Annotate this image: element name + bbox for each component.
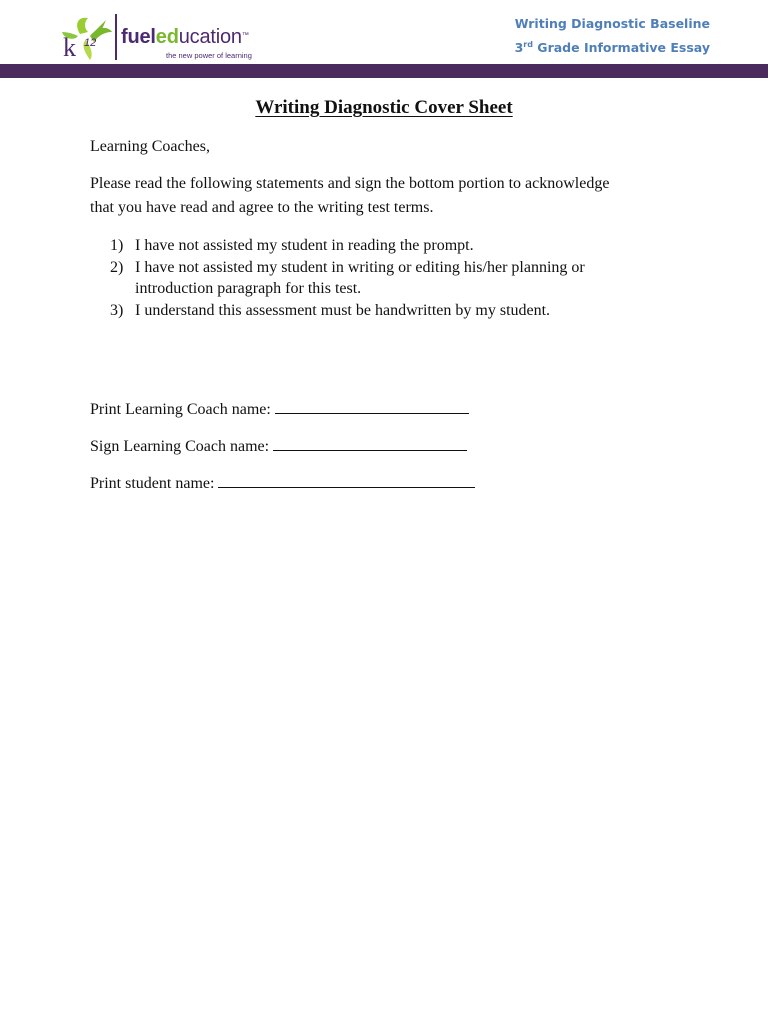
logo-tagline: the new power of learning bbox=[166, 51, 252, 60]
term-text-continued: introduction paragraph for this test. bbox=[135, 280, 362, 297]
sign-coach-name-field bbox=[90, 435, 467, 459]
intro-line: Please read the following statements and sign the bottom portion to acknowledge bbox=[90, 175, 610, 192]
grade-essay-type: Grade Informative Essay bbox=[532, 40, 710, 55]
intro-line: that you have read and agree to the writing test terms. bbox=[90, 199, 434, 216]
grade-number: 3 bbox=[514, 40, 524, 55]
header-document-info bbox=[515, 12, 710, 60]
intro-paragraph bbox=[90, 172, 609, 220]
document-title: Writing Diagnostic Cover Sheet bbox=[255, 97, 513, 118]
header-color-bar bbox=[0, 64, 768, 78]
print-coach-name-field bbox=[90, 398, 469, 422]
term-text: I have not assisted my student in writing or editing his/her planning or bbox=[135, 258, 585, 276]
term-item-2 bbox=[110, 257, 670, 300]
grade-ordinal-suffix: rd bbox=[523, 39, 533, 49]
sign-coach-name-blank[interactable] bbox=[273, 435, 467, 451]
svg-text:12: 12 bbox=[84, 37, 97, 49]
header-line-grade bbox=[515, 36, 710, 60]
logo-wordmark bbox=[121, 26, 249, 48]
field-label: Sign Learning Coach name: bbox=[90, 438, 270, 455]
term-number: 3) bbox=[110, 301, 124, 319]
logo-wordmark-fuel: fuel bbox=[121, 26, 156, 48]
print-coach-name-blank[interactable] bbox=[275, 398, 469, 414]
logo-divider bbox=[115, 14, 117, 60]
fueleducation-logo bbox=[60, 12, 290, 64]
terms-list bbox=[110, 235, 670, 321]
print-student-name-field bbox=[90, 472, 475, 496]
field-label: Print Learning Coach name: bbox=[90, 401, 271, 418]
header-line-baseline: Writing Diagnostic Baseline bbox=[514, 16, 710, 31]
logo-trademark: ™ bbox=[241, 32, 249, 39]
svg-text:k: k bbox=[63, 33, 76, 62]
field-label: Print student name: bbox=[90, 475, 215, 492]
logo-wordmark-ed: ed bbox=[155, 26, 179, 48]
salutation: Learning Coaches, bbox=[90, 138, 210, 155]
term-number: 2) bbox=[110, 258, 124, 276]
term-item-1 bbox=[110, 235, 670, 257]
term-item-3 bbox=[110, 300, 670, 322]
page-header bbox=[0, 0, 768, 64]
term-text: I understand this assessment must be handwritten by my student. bbox=[135, 301, 551, 319]
logo-wordmark-ucation: ucation bbox=[178, 26, 242, 48]
term-text: I have not assisted my student in reading the prompt. bbox=[135, 237, 474, 254]
k12-logo-icon bbox=[60, 12, 116, 62]
print-student-name-blank[interactable] bbox=[218, 472, 475, 488]
term-number: 1) bbox=[110, 237, 124, 254]
